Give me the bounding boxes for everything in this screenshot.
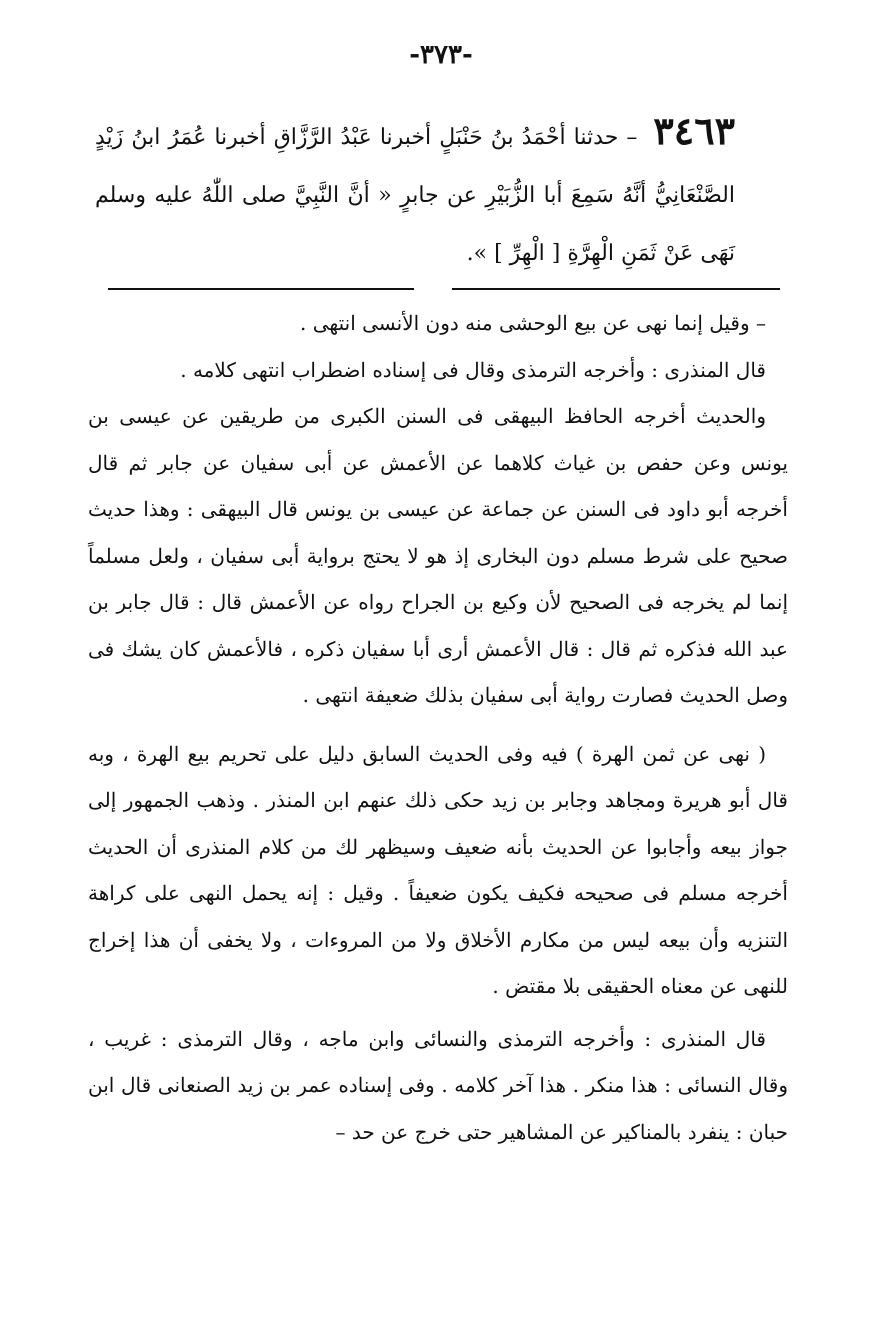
- hadith-number: ٣٤٦٣: [653, 108, 736, 153]
- commentary-paragraph-4: ( نهى عن ثمن الهرة ) فيه وفى الحديث السابق دليل على تحريم بيع الهرة ، وبه قال أبو هريرة ومجاهد وجابر بن زيد حكى ذلك عنهم ابن المنذر . وذهب الجمهور إلى جواز بيعه وأجابوا عن الحديث بأنه ضعيف وسيظهر لك من كلام المنذرى أن الحديث أخرجه مسلم فى صحيحه فكيف يكون ضعيفاً . وقيل : إنه يحمل النهى على كراهة التنزيه وأن بيعه ليس من مكارم الأخلاق ولا من المروءات ، ولا يخفى أن هذا إخراج للنهى عن معناه الحقيقى بلا مقتض .: [88, 741, 788, 998]
- commentary-paragraph-2: قال المنذرى : وأخرجه الترمذى وقال فى إسناده اضطراب انتهى كلامه .: [180, 357, 766, 382]
- separator-line-left: [108, 288, 414, 290]
- separator-line-right: [452, 288, 780, 290]
- commentary-paragraph-5: قال المنذرى : وأخرجه الترمذى والنسائى وابن ماجه ، وقال الترمذى : غريب ، وقال النسائى : هذا منكر . هذا آخر كلامه . وفى إسناده عمر بن زيد الصنعانى قال ابن حبان : ينفرد بالمناكير عن المشاهير حتى خرج عن حد –: [88, 1026, 788, 1144]
- page-number: -٣٧٣-: [409, 40, 473, 70]
- hadith-block: [95, 102, 735, 283]
- commentary-block: [88, 300, 788, 1155]
- commentary-paragraph-3: والحديث أخرجه الحافظ البيهقى فى السنن الكبرى من طريقين عن عيسى بن يونس وعن حفص بن غياث كلاهما عن الأعمش عن أبى سفيان عن جابر ثم قال أخرجه أبو داود فى السنن عن جماعة عن عيسى بن يونس قال البيهقى : وهذا حديث صحيح على شرط مسلم دون البخارى إذ هو لا يحتج برواية أبى سفيان ، ولعل مسلماً إنما لم يخرجه فى الصحيح لأن وكيع بن الجراح رواه عن الأعمش قال : قال جابر بن عبد الله فذكره ثم قال : قال الأعمش أرى أبا سفيان ذكره ، فالأعمش كان يشك فى وصل الحديث فصارت رواية أبى سفيان بذلك ضعيفة انتهى .: [88, 404, 788, 707]
- hadith-text: – حدثنا أحْمَدُ بنُ حَنْبَلٍ أخبرنا عَبْدُ الرَّزَّاقِ أخبرنا عُمَرُ ابنُ زَيْدٍ الصَّنْعَانِيُّ أنَّهُ سَمِعَ أبا الزُّبَيْرِ عن جابرٍ « أنَّ النَّبِيَّ صلى اللّٰهُ عليه وسلم نَهَى عَنْ ثَمَنِ الْهِرَّةِ [ الْهِرِّ ] ».: [95, 125, 735, 266]
- commentary-paragraph-1: – وقيل إنما نهى عن بيع الوحشى منه دون الأنسى انتهى .: [300, 311, 766, 335]
